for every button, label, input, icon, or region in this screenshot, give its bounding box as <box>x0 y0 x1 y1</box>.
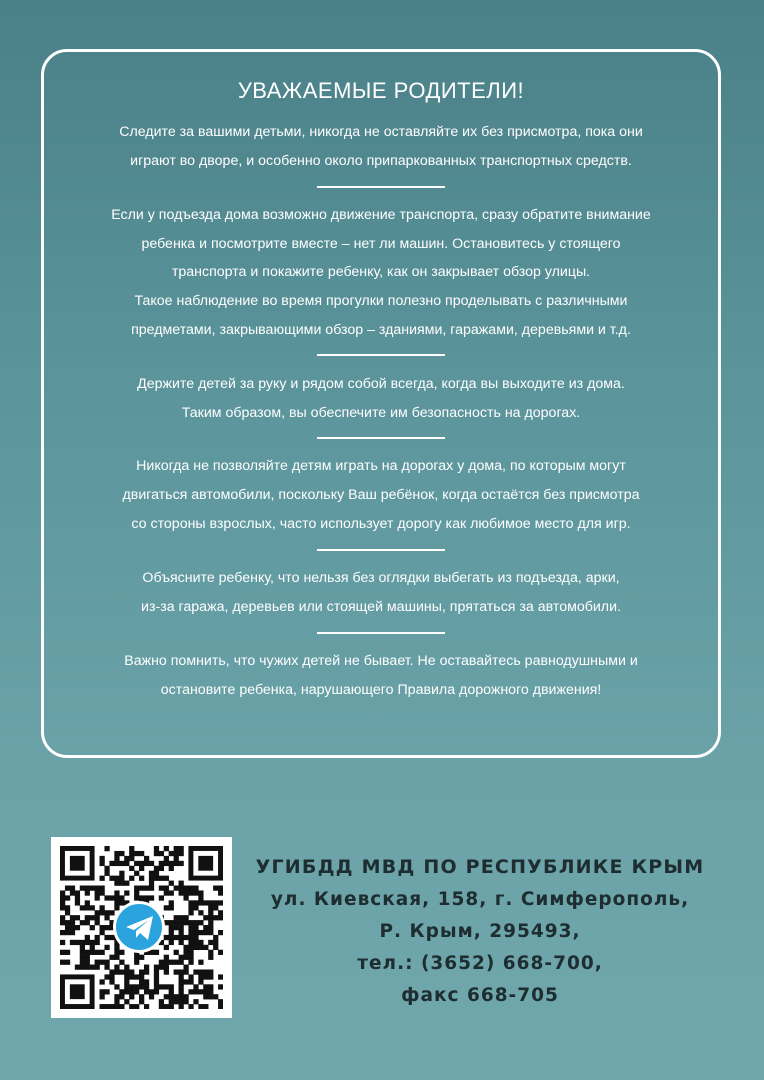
divider <box>317 354 445 356</box>
text-line: Таким образом, вы обеспечите им безопасность на дорогах. <box>181 404 581 421</box>
text-line: из-за гаража, деревьев или стоящей машины, прятаться за автомобили. <box>141 598 621 615</box>
paragraph-supervision <box>61 118 701 175</box>
text-line: Держите детей за руку и рядом собой всегда, когда вы выходите из дома. <box>137 376 625 393</box>
qr-code[interactable] <box>51 837 232 1018</box>
text-line: Такое наблюдение во время прогулки полезно проделывать с различными <box>134 292 628 309</box>
text-line: Объясните ребенку, что нельзя без оглядки выбегать из подъезда, арки, <box>142 570 620 587</box>
text-line: со стороны взрослых, часто использует дорогу как любимое место для игр. <box>131 515 631 532</box>
paragraph-hold-hand <box>61 370 701 427</box>
notice-title: УВАЖАЕМЫЕ РОДИТЕЛИ! <box>237 78 525 103</box>
text-line: Следите за вашими детьми, никогда не оставляйте их без присмотра, пока они <box>119 124 643 140</box>
notice-card <box>41 49 721 758</box>
paragraph-no-strangers-children <box>61 647 701 704</box>
text-line: транспорта и покажите ребенку, как он закрывает обзор улицы. <box>171 264 591 281</box>
contact-block <box>250 850 710 1012</box>
text-line: Важно помнить, что чужих детей не бывает. Не оставайтесь равнодушными и <box>124 653 638 670</box>
text-line: Если у подъезда дома возможно движение транспорта, сразу обратите внимание <box>111 207 651 224</box>
paragraph-no-playing-on-road <box>61 452 701 538</box>
text-line: двигаться автомобили, поскольку Ваш ребёнок, когда остаётся без присмотра <box>122 486 640 503</box>
address-line: ул. Киевская, 158, г. Симферополь, <box>270 889 690 910</box>
text-line: Никогда не позволяйте детям играть на дорогах у дома, по которым могут <box>136 458 626 475</box>
fax-number: факс 668-705 <box>401 985 559 1006</box>
divider <box>317 437 445 439</box>
telegram-icon <box>113 901 165 953</box>
divider <box>317 186 445 188</box>
paragraph-traffic-near-entrance <box>61 201 701 344</box>
text-line: ребенка и посмотрите вместе – нет ли машин. Остановитесь у стоящего <box>141 235 621 252</box>
organization-name: УГИБДД МВД ПО РЕСПУБЛИКЕ КРЫМ <box>255 856 705 878</box>
divider <box>317 549 445 551</box>
divider <box>317 632 445 634</box>
phone-number: тел.: (3652) 668-700, <box>357 953 603 974</box>
paragraph-explain-to-child <box>61 564 701 621</box>
address-line: Р. Крым, 295493, <box>379 921 581 942</box>
text-line: играют во дворе, и особенно около припаркованных транспортных средств. <box>130 152 632 169</box>
text-line: предметами, закрывающими обзор – зданиями, гаражами, деревьями и т.д. <box>131 321 631 338</box>
text-line: остановите ребенка, нарушающего Правила дорожного движения! <box>160 681 602 698</box>
